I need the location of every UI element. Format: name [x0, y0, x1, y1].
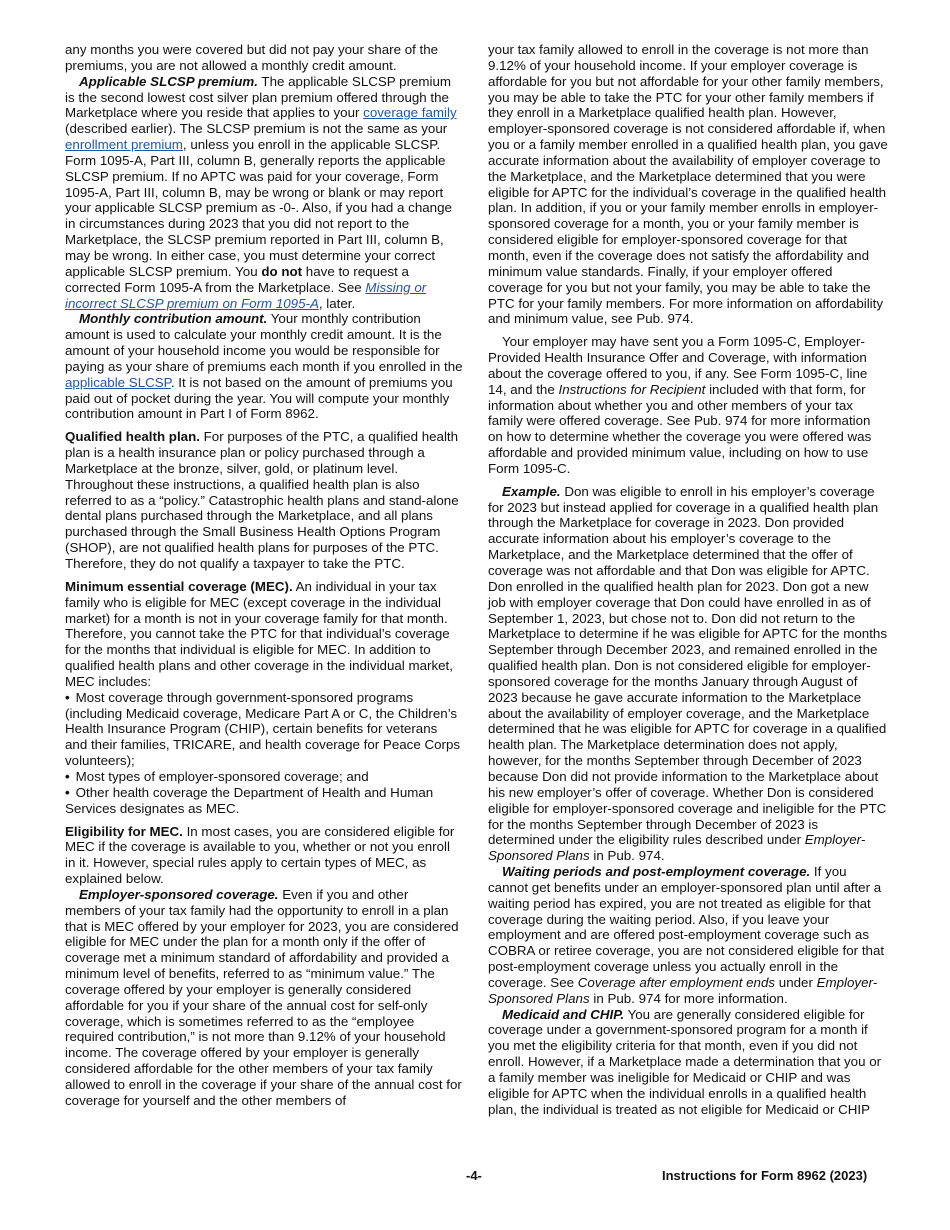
text-run: Don was eligible to enroll in his employer’s coverage for 2023 but instead applied for coverage in a qualified health plan through the Marketplace for coverage in 2023. Don provided accurate information about his employer’s coverage to the Marketplace, and the Marketplace determined that the offer of coverage was not affordable and that Don was eligible for APTC. Don enrolled in the qualified health plan for 2023. Don got a new job with employer coverage that Don could have enrolled in as of September 1, 2023, but chose not to. Don did not return to the Marketplace to determine if he was eligible for APTC for the months September through December 2023, and remained enrolled in the qualified health plan. Don is not considered eligible for employer-sponsored coverage for the months January through August of 2023 because he gave accurate information to the Marketplace about the availability of employer coverage, and the Marketplace determined that he was eligible for APTC for coverage in a qualified health plan. The Marketplace determination does not apply, however, for the months September through December of 2023 because Don did not provide information to the Marketplace about his new employer’s offer of coverage. Whether Don is considered eligible for employer-sponsored coverage and ineligible for the PTC for the months September through December of 2023 is determined under the eligibility rules described under: [488, 483, 888, 848]
text-run: in Pub. 974.: [589, 848, 665, 864]
waiting-periods-paragraph: [488, 864, 888, 1007]
employer-sponsored-heading: Employer-sponsored coverage.: [79, 886, 279, 902]
paragraph-continued: any months you were covered but did not pay your share of the premiums, you are not allowed a monthly credit amount.: [65, 42, 439, 73]
monthly-contribution-heading: Monthly contribution amount.: [79, 311, 268, 327]
medicaid-chip-paragraph: [488, 1007, 888, 1118]
text-run: . It is not based on the amount of premiums you paid out of pocket during the year. You will compute your monthly contribution amount in Part I of Form 8962.: [65, 374, 453, 422]
text-run: , later.: [318, 295, 356, 311]
missing-slcsp-link[interactable]: Missing or incorrect SLCSP premium on Form 1095-A: [65, 279, 427, 311]
form-1095c-paragraph: [488, 334, 888, 477]
list-item: [65, 690, 463, 769]
coverage-family-link[interactable]: coverage family: [363, 105, 457, 121]
applicable-slcsp-paragraph: [65, 74, 463, 312]
qualified-health-plan-heading: Qualified health plan.: [65, 429, 200, 445]
paragraph-continued: your tax family allowed to enroll in the coverage is not more than 9.12% of your household income. If your employer coverage is affordable for you but not affordable for your other family members, you may be able to take the PTC for your other family members if they enroll in a Marketplace qualified health plan. However, employer-sponsored coverage is not considered affordable if, when you or a family member enrolled in a qualified health plan, you gave accurate information about the availability of employer coverage to the Marketplace, and the Marketplace determined that you were eligible for APTC for the individual’s coverage in the qualified health plan. In addition, if you or your family member enrolls in employer-sponsored coverage for a month, you or your family member is considered eligible for employer-sponsored coverage for that month, even if the coverage does not satisfy the affordability and minimum value standards. Finally, if your employer offered coverage for you but not your family, you may be able to take the PTC for your family members. For more information on affordability and minimum value, see Pub. 974.: [488, 42, 888, 327]
employer-sponsored-paragraph: [65, 887, 463, 1109]
right-column: [488, 42, 888, 1118]
text-run: An individual in your tax family who is eligible for MEC (except coverage in the individual market) for a month is not in your coverage family for that month. Therefore, you cannot take the PTC for that individual’s coverage for the months that individual is eligible for MEC. In addition to qualified health plans and other coverage in the individual market, MEC includes:: [65, 578, 453, 689]
italic-text: Employer-Sponsored Plans: [488, 832, 866, 864]
qualified-health-plan-paragraph: [65, 429, 463, 572]
text-run: If you cannot get benefits under an employer-sponsored plan until after a waiting period has expired, you are not treated as eligible for that coverage during the waiting period. Also, if you leave your employment and are offered post-employment coverage such as COBRA or retiree coverage, you are not considered eligible for that post-employment coverage unless you actually enroll in the coverage. See: [488, 864, 885, 990]
text-run: included with that form, for information about whether you and other members of your tax family were offered coverage. See Pub. 974 for more information on how to determine whether the coverage you were offered was affordable and provided minimum value, including on how to use Form 1095-C.: [488, 381, 872, 476]
eligibility-mec-heading: Eligibility for MEC.: [65, 823, 183, 839]
monthly-contribution-paragraph: [65, 311, 463, 422]
waiting-periods-heading: Waiting periods and post-employment coverage.: [502, 864, 811, 880]
italic-text: Coverage after employment ends: [577, 974, 776, 990]
page-number: -4-: [466, 1168, 482, 1183]
footer-title: Instructions for Form 8962 (2023): [662, 1168, 868, 1183]
example-paragraph: [488, 484, 888, 864]
applicable-slcsp-link[interactable]: applicable SLCSP: [65, 374, 171, 390]
eligibility-mec-paragraph: [65, 824, 463, 887]
text-run: under: [775, 974, 817, 990]
text-run: (described earlier). The SLCSP premium is not the same as your: [65, 121, 448, 137]
italic-text: Employer-Sponsored Plans: [488, 974, 878, 1006]
list-item-text: Other health coverage the Department of Health and Human Services designates as MEC.: [65, 784, 434, 816]
applicable-slcsp-heading: Applicable SLCSP premium.: [79, 73, 258, 89]
text-run: Even if you and other members of your tax family had the opportunity to enroll in a plan that is MEC offered by your employer for 2023, you are considered eligible for MEC under the plan for a month only if the offer of coverage met a minimum standard of affordability and provided a minimum level of benefits, referred to as “minimum value.” The coverage offered by your employer is generally considered affordable for you if your share of the annual cost for self-only coverage, which is sometimes referred to as the “employee required contribution,” is not more than 9.12% of your household income. The coverage offered by your employer is generally considered affordable for the other members of your tax family allowed to enroll in the coverage if your share of the annual cost for coverage for yourself and the other members of: [65, 886, 462, 1108]
bullet-icon: •: [65, 689, 70, 705]
mec-paragraph: [65, 579, 463, 690]
text-run: You are generally considered eligible for coverage under a government-sponsored program for a month if you met the eligibility criteria for that month, even if you did not enroll. However, if a Marketplace made a determination that you or a family member was ineligible for Medicaid or CHIP and was eligible for APTC when the individual enrolls in a qualified health plan, the individual is treated as not eligible for Medicaid or CHIP: [488, 1006, 882, 1117]
text-run: In most cases, you are considered eligible for MEC if the coverage is available to you, whether or not you enroll in it. However, special rules apply to certain types of MEC, as explained below.: [65, 823, 455, 887]
enrollment-premium-link[interactable]: enrollment premium: [65, 137, 183, 153]
left-column: [65, 42, 463, 1109]
text-run: The applicable SLCSP premium is the second lowest cost silver plan premium offered through the Marketplace where you reside that applies to your: [65, 73, 452, 121]
text-run: in Pub. 974 for more information.: [589, 990, 788, 1006]
mec-heading: Minimum essential coverage (MEC).: [65, 578, 293, 594]
list-item-text: Most coverage through government-sponsored programs (including Medicaid coverage, Medicare Part A or C, the Children’s Health Insurance Program (CHIP), certain benefits for veterans and their families, TRICARE, and health coverage for Peace Corps volunteers);: [65, 689, 461, 769]
bullet-icon: •: [65, 784, 70, 800]
list-item: [65, 785, 463, 817]
text-run: For purposes of the PTC, a qualified health plan is a health insurance plan or policy purchased through a Marketplace at the bronze, silver, gold, or platinum level. Throughout these instructions, a qualified health plan is also referred to as a “policy.” Catastrophic health plans and stand-alone dental plans purchased through the Marketplace, and all plans purchased through the Small Business Health Options Program (SHOP), are not qualified health plans for purposes of the PTC. Therefore, they do not qualify a taxpayer to take the PTC.: [65, 429, 459, 571]
example-heading: Example.: [502, 483, 561, 499]
text-run: , unless you enroll in the applicable SLCSP. Form 1095-A, Part III, column B, generally reports the applicable SLCSP premium. If no APTC was paid for your coverage, Form 1095-A, Part III, column B, may be wrong or blank or may report your applicable SLCSP premium as -0-. Also, if you had a change in circumstances during 2023 that you did not report to the Marketplace, the SLCSP premium reported in Part III, column B, may be wrong. In either case, you must determine your correct applicable SLCSP premium. You: [65, 137, 452, 279]
text-run: Your monthly contribution amount is used to calculate your monthly credit amount. It is the amount of your household income you would be responsible for paying as your share of premiums each month if you enrolled in the: [65, 311, 463, 374]
bullet-icon: •: [65, 768, 70, 784]
mec-bullet-list: [65, 690, 463, 817]
list-item-text: Most types of employer-sponsored coverage; and: [75, 768, 369, 784]
italic-text: Instructions for Recipient: [558, 381, 706, 397]
text-run: Your employer may have sent you a Form 1095-C, Employer-Provided Health Insurance Offer and Coverage, with information about the coverage offered to you, if any. See Form 1095-C, line 14, and the: [488, 334, 868, 397]
bold-text: do not: [261, 263, 303, 279]
text-run: have to request a corrected Form 1095-A from the Marketplace. See: [65, 263, 409, 295]
medicaid-chip-heading: Medicaid and CHIP.: [502, 1006, 625, 1022]
list-item: [65, 769, 463, 785]
